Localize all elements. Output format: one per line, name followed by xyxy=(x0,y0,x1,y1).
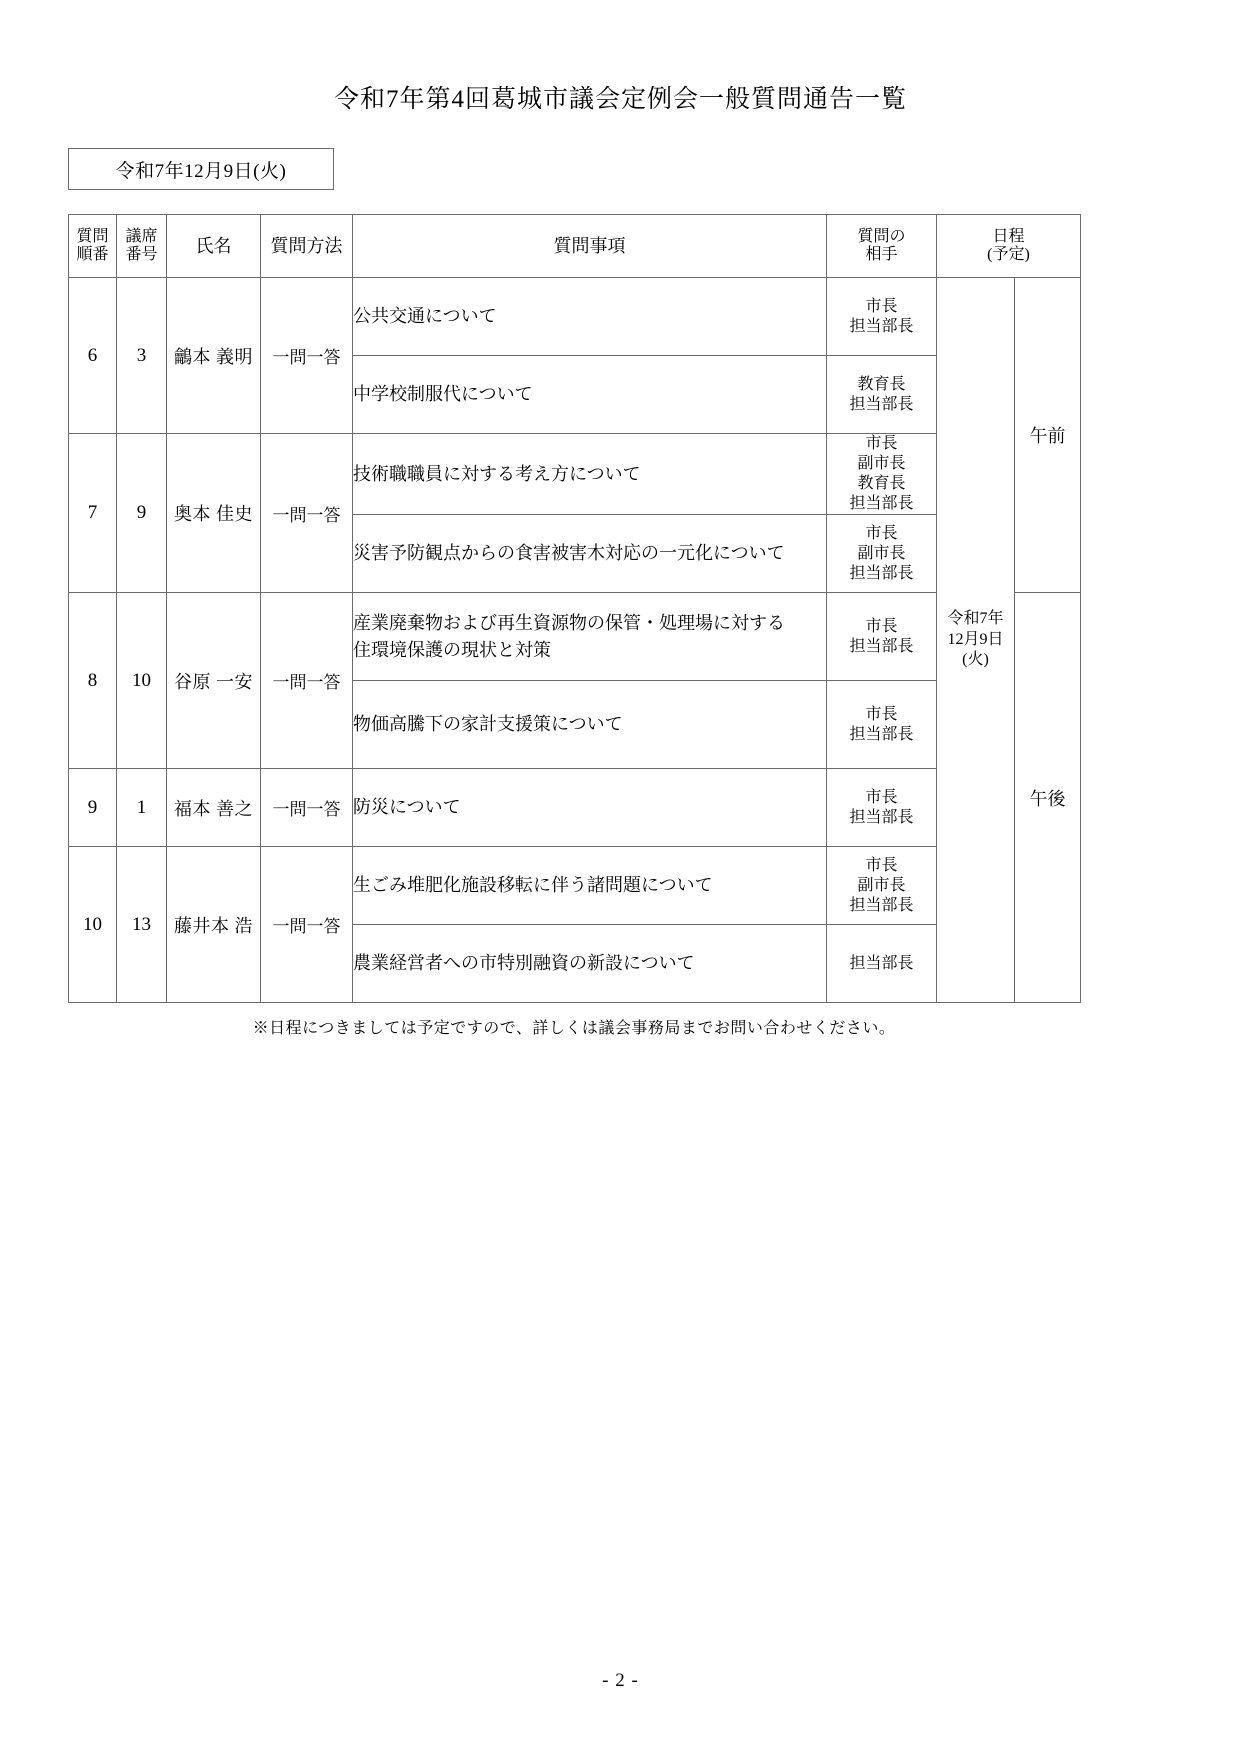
cell-question-order: 9 xyxy=(69,769,117,847)
cell-question-target: 教育長 担当部長 xyxy=(827,356,937,434)
cell-question-order: 10 xyxy=(69,847,117,1003)
cell-member-name: 鸙本 義明 xyxy=(167,278,261,434)
table-row xyxy=(69,593,1081,681)
page-title: 令和7年第4回葛城市議会定例会一般質問通告一覧 xyxy=(333,86,907,113)
cell-question-target: 市長 担当部長 xyxy=(827,278,937,356)
cell-question-target: 市長 副市長 担当部長 xyxy=(827,847,937,925)
header-name: 氏名 xyxy=(167,215,261,278)
table-row xyxy=(69,769,1081,847)
cell-question-order: 7 xyxy=(69,434,117,593)
header-subject: 質問事項 xyxy=(353,215,827,278)
header-schedule xyxy=(937,215,1081,278)
cell-schedule-date: 令和7年 12月9日 (火) xyxy=(937,278,1015,1003)
cell-seat-number: 3 xyxy=(117,278,167,434)
header-schedule-line1: 日程 xyxy=(992,227,1025,245)
header-seat-number-line2: 番号 xyxy=(125,246,158,263)
header-question-order xyxy=(69,215,117,278)
cell-question-subject: 中学校制服代について xyxy=(353,356,827,434)
session-date-label: 令和7年12月9日(火) xyxy=(115,160,287,182)
cell-question-target: 担当部長 xyxy=(827,925,937,1003)
cell-question-subject: 生ごみ堆肥化施設移転に伴う諸問題について xyxy=(353,847,827,925)
cell-question-subject: 公共交通について xyxy=(353,278,827,356)
cell-question-method: 一問一答 xyxy=(261,847,353,1003)
general-question-table xyxy=(68,214,1081,1003)
cell-seat-number: 9 xyxy=(117,434,167,593)
cell-member-name: 福本 善之 xyxy=(167,769,261,847)
table-row xyxy=(69,434,1081,515)
cell-schedule-afternoon: 午後 xyxy=(1015,593,1081,1003)
header-seat-number xyxy=(117,215,167,278)
cell-question-order: 6 xyxy=(69,278,117,434)
table-row xyxy=(69,278,1081,356)
header-target-line2: 相手 xyxy=(865,246,898,263)
header-question-order-line2: 順番 xyxy=(76,246,109,263)
header-method: 質問方法 xyxy=(261,215,353,278)
header-target-line1: 質問の xyxy=(857,227,906,245)
cell-question-target: 市長 担当部長 xyxy=(827,681,937,769)
header-target xyxy=(827,215,937,278)
table-row xyxy=(69,847,1081,925)
header-seat-number-line1: 議席 xyxy=(125,227,158,245)
cell-member-name: 藤井本 浩 xyxy=(167,847,261,1003)
cell-question-subject: 技術職職員に対する考え方について xyxy=(353,434,827,515)
cell-question-target: 市長 担当部長 xyxy=(827,593,937,681)
cell-question-method: 一問一答 xyxy=(261,769,353,847)
cell-member-name: 奥本 佳史 xyxy=(167,434,261,593)
cell-question-subject: 物価高騰下の家計支援策について xyxy=(353,681,827,769)
cell-question-method: 一問一答 xyxy=(261,434,353,593)
cell-question-method: 一問一答 xyxy=(261,278,353,434)
table-header xyxy=(69,215,1081,278)
cell-question-subject: 農業経営者への市特別融資の新設について xyxy=(353,925,827,1003)
cell-schedule-morning: 午前 xyxy=(1015,278,1081,593)
cell-question-subject: 防災について xyxy=(353,769,827,847)
cell-question-order: 8 xyxy=(69,593,117,769)
header-question-order-line1: 質問 xyxy=(76,227,109,245)
schedule-note: ※日程につきましては予定ですので、詳しくは議会事務局までお問い合わせください。 xyxy=(252,1020,896,1037)
cell-question-method: 一問一答 xyxy=(261,593,353,769)
cell-question-subject: 産業廃棄物および再生資源物の保管・処理場に対する 住環境保護の現状と対策 xyxy=(353,593,827,681)
cell-seat-number: 10 xyxy=(117,593,167,769)
cell-question-subject: 災害予防観点からの食害被害木対応の一元化について xyxy=(353,515,827,593)
cell-question-target: 市長 副市長 教育長 担当部長 xyxy=(827,434,937,515)
cell-member-name: 谷原 一安 xyxy=(167,593,261,769)
cell-seat-number: 1 xyxy=(117,769,167,847)
page-number: - 2 - xyxy=(602,1670,639,1691)
table-header-row xyxy=(69,215,1081,278)
cell-seat-number: 13 xyxy=(117,847,167,1003)
header-schedule-line2: (予定) xyxy=(987,246,1030,263)
cell-question-target: 市長 副市長 担当部長 xyxy=(827,515,937,593)
session-date-box xyxy=(68,148,334,190)
cell-question-target: 市長 担当部長 xyxy=(827,769,937,847)
table-body xyxy=(69,278,1081,1003)
